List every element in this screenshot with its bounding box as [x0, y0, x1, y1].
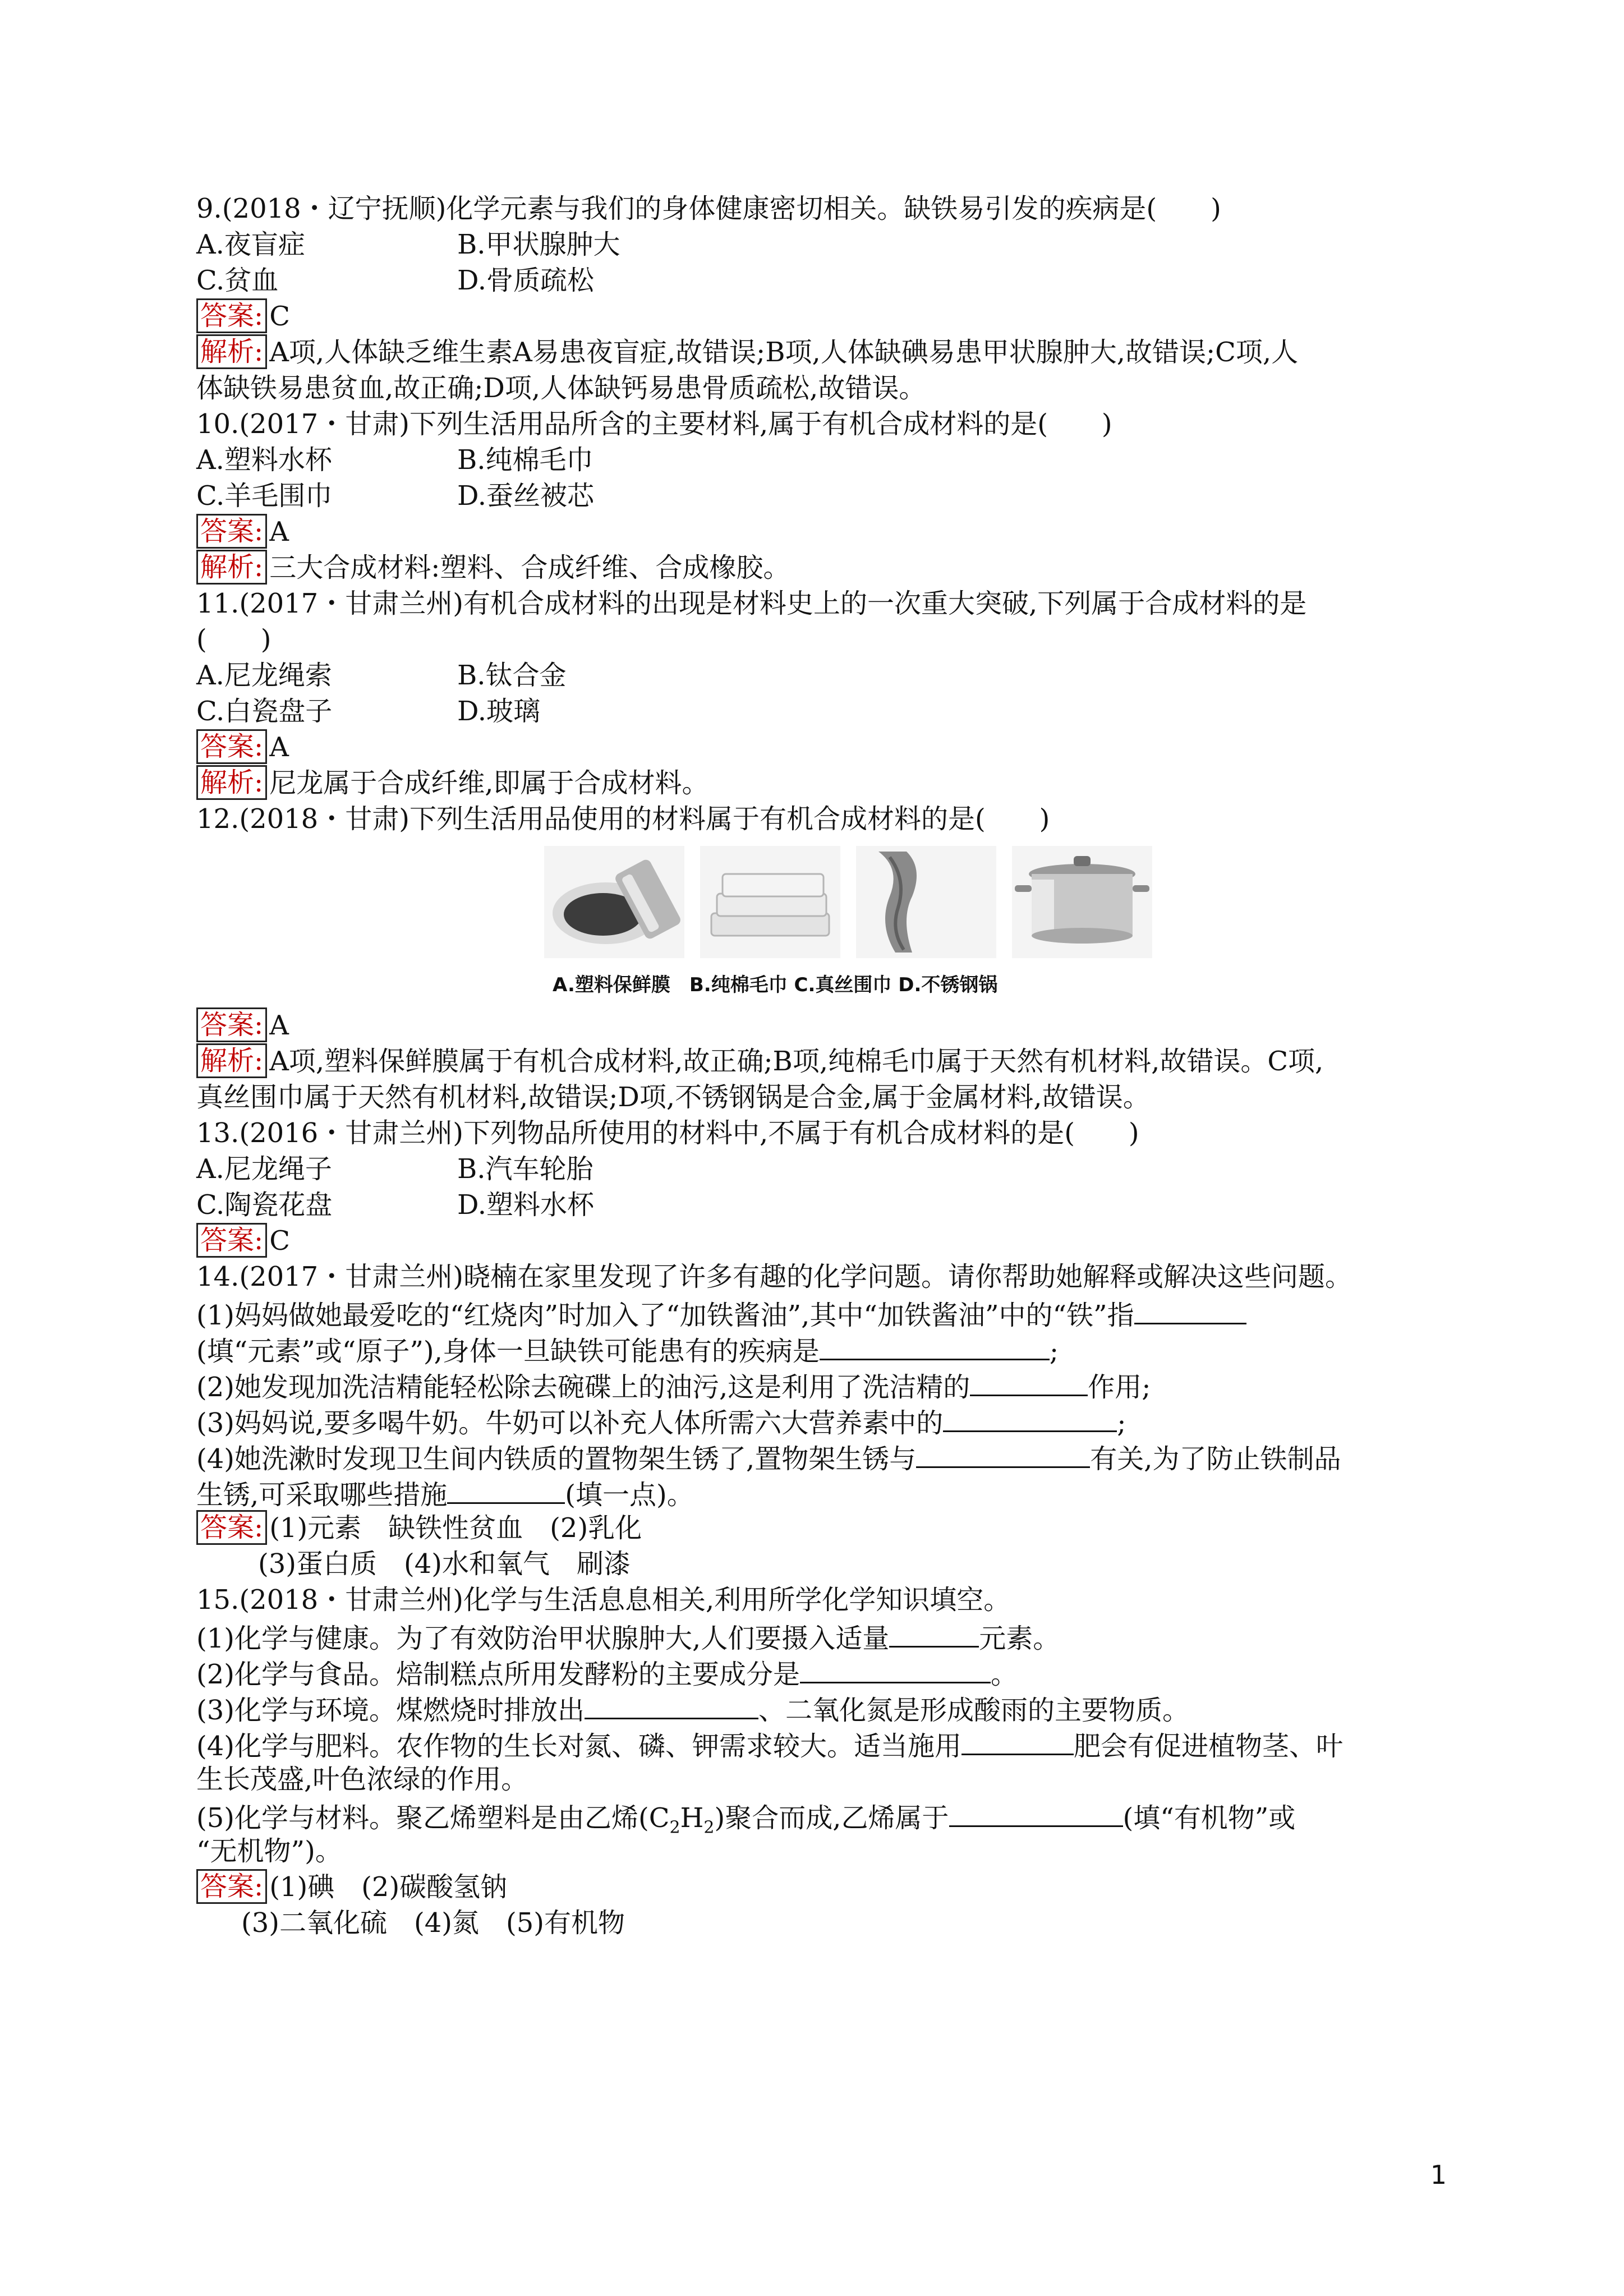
page-number: 1: [1430, 2160, 1447, 2190]
q15-part5-end: (填“有机物”或: [1122, 1802, 1296, 1834]
q10-stem: 10.(2017・甘肃)下列生活用品所含的主要材料,属于有机合成材料的是( ): [196, 408, 1112, 440]
q9-option-a: A.夜盲症: [196, 229, 305, 260]
answer-label: 答案:: [196, 1223, 267, 1258]
q10-analysis: [196, 550, 1447, 586]
answer-label: 答案:: [196, 1869, 267, 1904]
q15-part4-text: (4)化学与肥料。农作物的生长对氮、磷、钾需求较大。适当施用: [196, 1731, 961, 1762]
q15-part4-mid: 肥会有促进植物茎、叶: [1074, 1731, 1344, 1762]
q13-answer-value: C: [269, 1225, 290, 1257]
q15-part1: [196, 1618, 1447, 1654]
q14-part1: [196, 1295, 1447, 1331]
q14-stem: 14.(2017・甘肃兰州)晓楠在家里发现了许多有趣的化学问题。请你帮助她解释或解决这些问题。: [196, 1261, 1352, 1292]
q11-analysis: [196, 765, 1447, 801]
q14-part3-text: (3)妈妈说,要多喝牛奶。牛奶可以补充人体所需六大营养素中的: [196, 1407, 944, 1439]
q9-stem: 9.(2018・辽宁抚顺)化学元素与我们的身体健康密切相关。缺铁易引发的疾病是( ): [196, 193, 1221, 224]
q11-answer: [196, 729, 1447, 765]
q15-part1-end: 元素。: [979, 1623, 1060, 1654]
answer-blank[interactable]: [889, 1618, 979, 1648]
answer-label: 答案:: [196, 298, 267, 333]
q11-stem-cont: ( ): [196, 624, 272, 655]
q15-stem: 15.(2018・甘肃兰州)化学与生活息息相关,利用所学化学知识填空。: [196, 1584, 1011, 1616]
q15-answer: [196, 1869, 1447, 1905]
q9-analysis: [196, 334, 1447, 370]
q11-analysis-text: 尼龙属于合成纤维,即属于合成材料。: [269, 767, 709, 799]
q14-part2-text: (2)她发现加洗洁精能轻松除去碗碟上的油污,这是利用了洗洁精的: [196, 1372, 970, 1403]
q15-answer-cont: (3)二氧化硫 (4)氮 (5)有机物: [241, 1907, 625, 1939]
q15-part3: [196, 1690, 1447, 1726]
q14-answer: [196, 1510, 1447, 1546]
q12-analysis: [196, 1043, 1447, 1079]
q10-option-d: D.蚕丝被芯: [457, 480, 595, 512]
q14-answer-value: (1)元素 缺铁性贫血 (2)乳化: [269, 1512, 642, 1544]
q11-options-row1: [196, 657, 1447, 693]
q13-option-c: C.陶瓷花盘: [196, 1189, 333, 1221]
q13-answer: [196, 1223, 1447, 1259]
answer-label: 答案:: [196, 514, 267, 549]
q14-part2-end: 作用;: [1088, 1372, 1151, 1403]
q14-answer-cont: (3)蛋白质 (4)水和氧气 刷漆: [258, 1548, 631, 1580]
plastic-wrap-image: [544, 846, 684, 958]
q14-part1-end: ;: [1049, 1336, 1059, 1367]
q11-option-d: D.玻璃: [457, 696, 541, 727]
q15-part3-text: (3)化学与环境。煤燃烧时排放出: [196, 1695, 585, 1726]
q9-analysis-cont: 体缺铁易患贫血,故正确;D项,人体缺钙易患骨质疏松,故错误。: [196, 372, 926, 404]
hydrogen-symbol: H: [680, 1802, 704, 1834]
q15-part3-end: 、二氧化氮是形成酸雨的主要物质。: [758, 1695, 1190, 1726]
answer-blank[interactable]: [961, 1726, 1074, 1755]
q14-part1-cont-text: (填“元素”或“原子”),身体一旦缺铁可能患有的疾病是: [196, 1336, 820, 1367]
silk-scarf-image: [856, 846, 996, 958]
q15-part5: [196, 1797, 1447, 1838]
q10-options-row1: [196, 442, 1447, 478]
q15-part2-end: 。: [991, 1659, 1018, 1690]
answer-label: 答案:: [196, 1510, 267, 1545]
subscript: 2: [703, 1818, 715, 1838]
q14-part3-end: ;: [1117, 1407, 1126, 1439]
q9-analysis-text: A项,人体缺乏维生素A易患夜盲症,故错误;B项,人体缺碘易患甲状腺肿大,故错误;C项,人: [269, 337, 1299, 368]
answer-blank[interactable]: [943, 1402, 1117, 1432]
q11-answer-value: A: [269, 731, 289, 763]
answer-label: 答案:: [196, 1007, 267, 1042]
q11-option-c: C.白瓷盘子: [196, 696, 333, 727]
q15-part2: [196, 1654, 1447, 1690]
q10-options-row2: [196, 478, 1447, 514]
q15-part4-cont: 生长茂盛,叶色浓绿的作用。: [196, 1764, 528, 1795]
q14-part2: [196, 1366, 1447, 1402]
analysis-label: 解析:: [196, 1043, 267, 1078]
q13-option-d: D.塑料水杯: [457, 1189, 595, 1221]
q10-answer: [196, 514, 1447, 550]
q15-part5-text: (5)化学与材料。聚乙烯塑料是由乙烯(C: [196, 1802, 670, 1834]
q15-part5-mid: )聚合而成,乙烯属于: [714, 1802, 949, 1834]
q12-figure: [544, 846, 1447, 958]
q13-option-b: B.汽车轮胎: [457, 1153, 594, 1185]
q12-analysis-text: A项,塑料保鲜膜属于有机合成材料,故正确;B项,纯棉毛巾属于天然有机材料,故错误。C项,: [269, 1046, 1324, 1077]
answer-blank[interactable]: [820, 1331, 1050, 1360]
q13-options-row2: [196, 1187, 1447, 1223]
cotton-towel-image: [700, 846, 840, 958]
q13-stem: 13.(2016・甘肃兰州)下列物品所使用的材料中,不属于有机合成材料的是( ): [196, 1117, 1139, 1149]
q9-option-d: D.骨质疏松: [457, 265, 595, 296]
answer-blank[interactable]: [800, 1654, 991, 1683]
analysis-label: 解析:: [196, 550, 267, 585]
q15-part1-text: (1)化学与健康。为了有效防治甲状腺肿大,人们要摄入适量: [196, 1623, 890, 1654]
q14-part4-mid: 有关,为了防止铁制品: [1090, 1443, 1341, 1475]
q13-option-a: A.尼龙绳子: [196, 1153, 332, 1185]
q10-option-b: B.纯棉毛巾: [457, 444, 594, 476]
subscript: 2: [669, 1818, 680, 1838]
q12-answer: [196, 1007, 1447, 1043]
q12-answer-value: A: [269, 1010, 289, 1041]
q11-option-a: A.尼龙绳索: [196, 660, 332, 691]
q10-option-a: A.塑料水杯: [196, 444, 332, 476]
q12-analysis-cont: 真丝围巾属于天然有机材料,故错误;D项,不锈钢锅是合金,属于金属材料,故错误。: [196, 1082, 1150, 1113]
q15-part5-cont: “无机物”)。: [196, 1835, 342, 1867]
q12-stem: 12.(2018・甘肃)下列生活用品使用的材料属于有机合成材料的是( ): [196, 803, 1050, 835]
q9-options-row1: [196, 227, 1447, 263]
q14-part3: [196, 1402, 1447, 1438]
steel-pot-image: [1012, 846, 1152, 958]
q15-answer-value: (1)碘 (2)碳酸氢钠: [269, 1871, 508, 1903]
q10-analysis-text: 三大合成材料:塑料、合成纤维、合成橡胶。: [269, 552, 790, 583]
answer-blank[interactable]: [447, 1474, 565, 1504]
q10-answer-value: A: [269, 516, 289, 547]
q11-options-row2: [196, 693, 1447, 729]
analysis-label: 解析:: [196, 334, 267, 369]
q9-options-row2: [196, 263, 1447, 298]
answer-blank[interactable]: [970, 1366, 1088, 1396]
q14-part1-cont: [196, 1331, 1447, 1366]
q14-part4-end: (填一点)。: [565, 1479, 694, 1511]
q15-part4: [196, 1726, 1447, 1761]
q11-stem: 11.(2017・甘肃兰州)有机合成材料的出现是材料史上的一次重大突破,下列属于合成材料的是: [196, 588, 1307, 619]
q13-options-row1: [196, 1151, 1447, 1187]
q15-part2-text: (2)化学与食品。焙制糕点所用发酵粉的主要成分是: [196, 1659, 800, 1690]
answer-blank[interactable]: [949, 1797, 1123, 1827]
q14-part4-cont: [196, 1474, 1447, 1510]
q14-part1-text: (1)妈妈做她最爱吃的“红烧肉”时加入了“加铁酱油”,其中“加铁酱油”中的“铁”指: [196, 1300, 1134, 1331]
q9-option-b: B.甲状腺肿大: [457, 229, 620, 260]
answer-blank[interactable]: [916, 1438, 1090, 1468]
analysis-label: 解析:: [196, 765, 267, 800]
q9-answer: [196, 298, 1447, 334]
worksheet: [196, 191, 1447, 1941]
answer-blank[interactable]: [585, 1690, 758, 1719]
q14-part4-cont-text: 生锈,可采取哪些措施: [196, 1479, 448, 1511]
q14-part4-text: (4)她洗漱时发现卫生间内铁质的置物架生锈了,置物架生锈与: [196, 1443, 917, 1475]
q10-option-c: C.羊毛围巾: [196, 480, 333, 512]
q14-part4: [196, 1438, 1447, 1474]
answer-blank[interactable]: [1134, 1295, 1246, 1324]
q11-option-b: B.钛合金: [457, 660, 567, 691]
q9-answer-value: C: [269, 301, 290, 332]
q12-caption: A.塑料保鲜膜 B.纯棉毛巾 C.真丝围巾 D.不锈钢锅: [553, 974, 998, 996]
answer-label: 答案:: [196, 729, 267, 764]
q9-option-c: C.贫血: [196, 265, 279, 296]
